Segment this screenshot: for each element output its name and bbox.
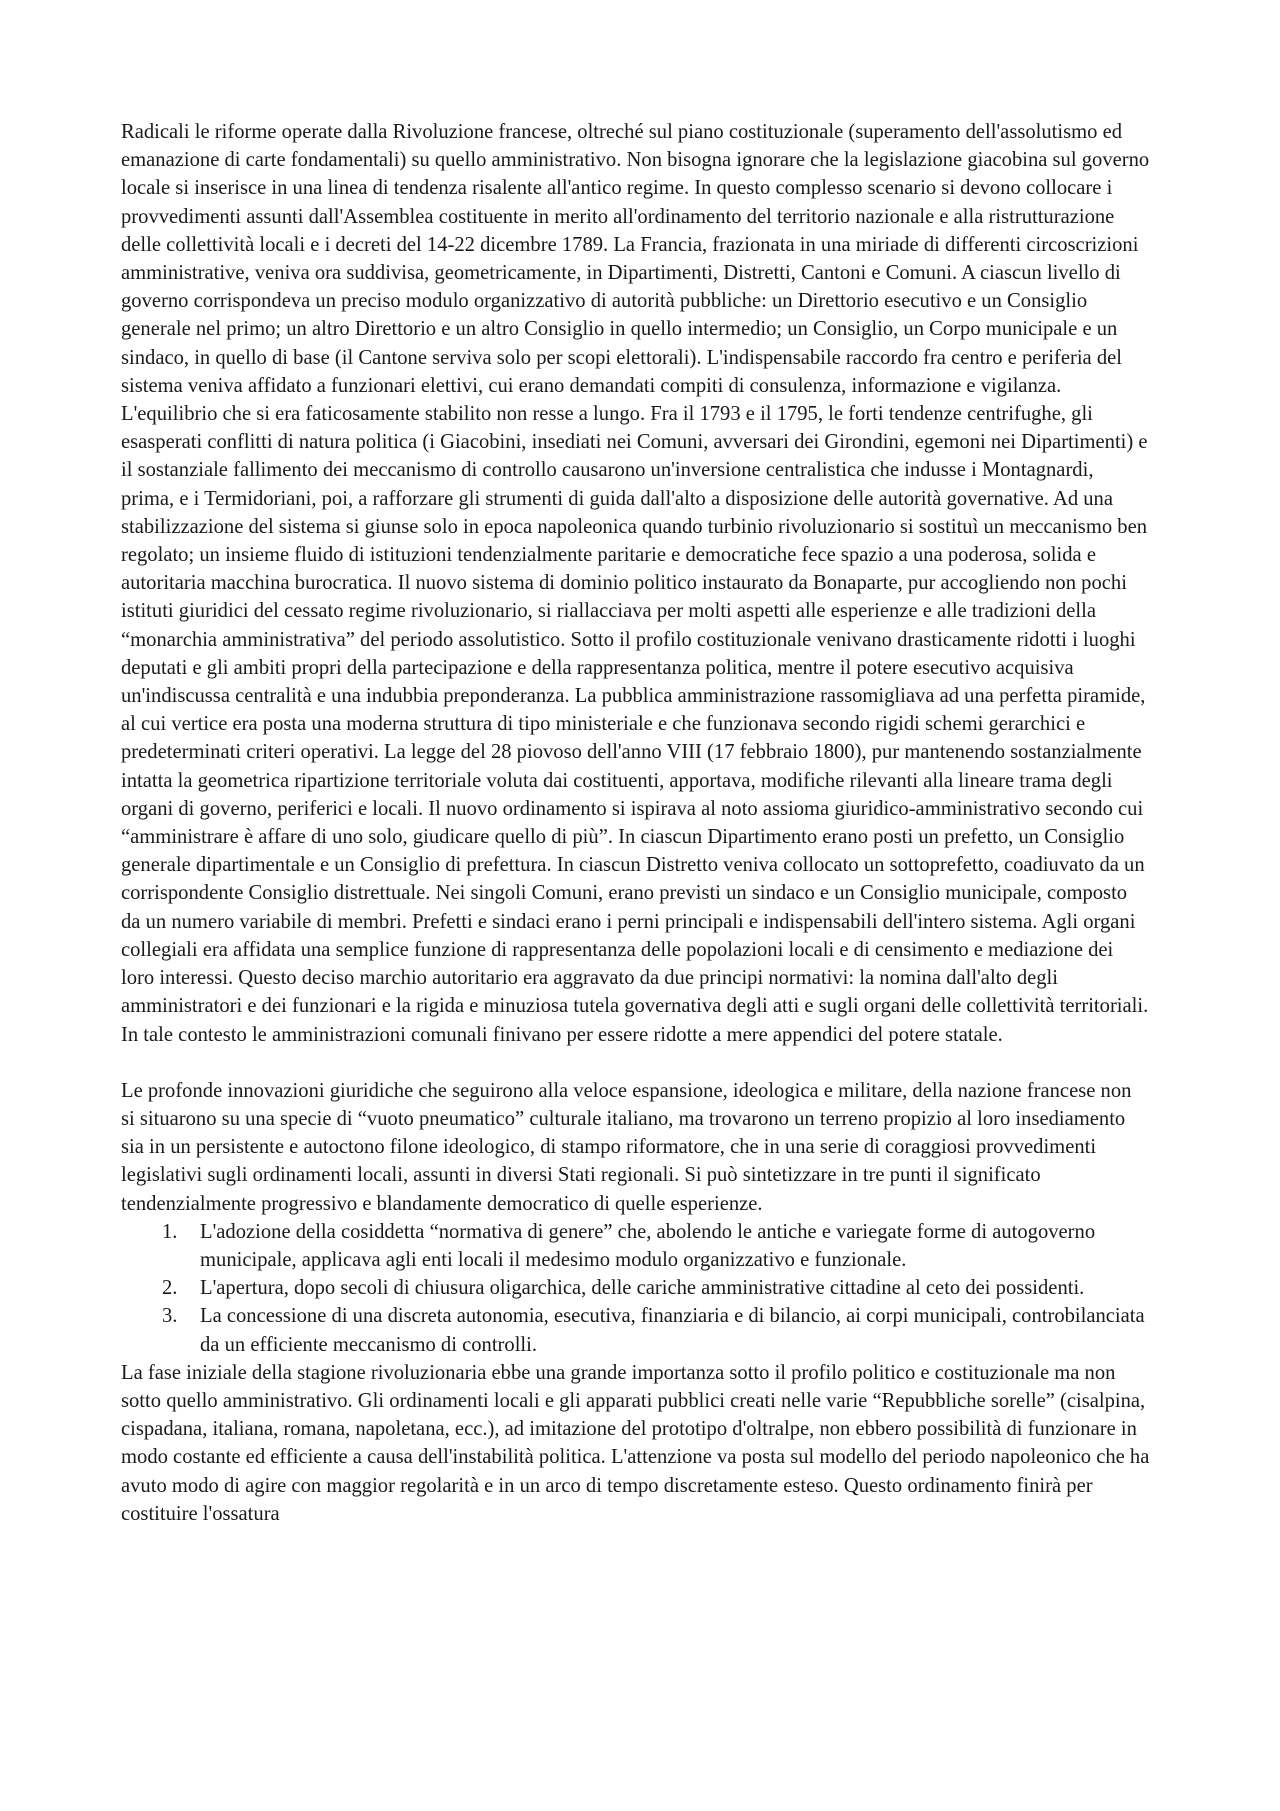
paragraph-1: Radicali le riforme operate dalla Rivoluzione francese, oltreché sul piano costituzionale (superamento dell'assolutismo ed emanazione di carte fondamentali) su quello amministrativo. Non bisogna ignorare che la legislazione giacobina sul governo locale si inserisce in una linea di tendenza risalente all'antico regime. In questo complesso scenario si devono collocare i provvedimenti assunti dall'Assemblea costituente in merito all'ordinamento del territorio nazionale e alla ristrutturazione delle collettività locali e i decreti del 14-22 dicembre 1789. La Francia, frazionata in una miriade di differenti circoscrizioni amministrative, veniva ora suddivisa, geometricamente, in Dipartimenti, Distretti, Cantoni e Comuni. A ciascun livello di governo corrispondeva un preciso modulo organizzativo di autorità pubbliche: un Direttorio esecutivo e un Consiglio generale nel primo; un altro Direttorio e un altro Consiglio in quello intermedio; un Consiglio, un Corpo municipale e un sindaco, in quello di base (il Cantone serviva solo per scopi elettorali). L'indispensabile raccordo fra centro e periferia del sistema veniva affidato a funzionari elettivi, cui erano demandati compiti di consulenza, informazione e vigilanza. L'equilibrio che si era faticosamente stabilito non resse a lungo. Fra il 1793 e il 1795, le forti tendenze centrifughe, gli esasperati conflitti di natura politica (i Giacobini, insediati nei Comuni, avversari dei Girondini, egemoni nei Dipartimenti) e il sostanziale fallimento dei meccanismo di controllo causarono un'inversione centralistica che indusse i Montagnardi, prima, e i Termidoriani, poi, a rafforzare gli strumenti di guida dall'alto a disposizione delle autorità governative. Ad una stabilizzazione del sistema si giunse solo in epoca napoleonica quando turbinio rivoluzionario si sostituì un meccanismo ben regolato; un insieme fluido di istituzioni tendenzialmente paritarie e democratiche fece spazio a una poderosa, solida e autoritaria macchina burocratica. Il nuovo sistema di dominio politico instaurato da Bonaparte, pur accogliendo non pochi istituti giuridici del cessato regime rivoluzionario, si riallacciava per molti aspetti alle esperienze e alle tradizioni della “monarchia amministrativa” del periodo assolutistico. Sotto il profilo costituzionale venivano drasticamente ridotti i luoghi deputati e gli ambiti propri della partecipazione e della rappresentanza politica, mentre il potere esecutivo acquisiva un'indiscussa centralità e una indubbia preponderanza. La pubblica amministrazione rassomigliava ad una perfetta piramide, al cui vertice era posta una moderna struttura di tipo ministeriale e che funzionava secondo rigidi schemi gerarchici e predeterminati criteri operativi. La legge del 28 piovoso dell'anno VIII (17 febbraio 1800), pur mantenendo sostanzialmente intatta la geometrica ripartizione territoriale voluta dai costituenti, apportava, modifiche rilevanti alla lineare trama degli organi di governo, periferici e locali. Il nuovo ordinamento si ispirava al noto assioma giuridico-amministrativo secondo cui “amministrare è affare di uno solo, giudicare quello di più”. In ciascun Dipartimento erano posti un prefetto, un Consiglio generale dipartimentale e un Consiglio di prefettura. In ciascun Distretto veniva collocato un sottoprefetto, coadiuvato da un corrispondente Consiglio distrettuale. Nei singoli Comuni, erano previsti un sindaco e un Consiglio municipale, composto da un numero variabile di membri. Prefetti e sindaci erano i perni principali e indispensabili dell'intero sistema. Agli organi collegiali era affidata una semplice funzione di rappresentanza delle popolazioni locali e di censimento e mediazione dei loro interessi. Questo deciso marchio autoritario era aggravato da due principi normativi: la nomina dall'alto degli amministratori e dei funzionari e la rigida e minuziosa tutela governativa degli atti e sugli organi delle collettività territoriali. In tale contesto le amministrazioni comunali finivano per essere ridotte a mere appendici del potere statale.	[121, 121, 1150, 1046]
paragraph-3: La fase iniziale della stagione rivoluzionaria ebbe una grande importanza sotto il profilo politico e costituzionale ma non sotto quello amministrativo. Gli ordinamenti locali e gli apparati pubblici creati nelle varie “Repubbliche sorelle” (cisalpina, cispadana, italiana, romana, napoletana, ecc.), ad imitazione del prototipo d'oltralpe, non ebbero possibilità di funzionare in modo costante ed efficiente a causa dell'instabilità politica. L'attenzione va posta sul modello del periodo napoleonico che ha avuto modo di agire con maggior regolarità e in un arco di tempo discretamente esteso. Questo ordinamento finirà per costituire l'ossatura	[121, 1361, 1150, 1525]
list-item-text: L'adozione della cosiddetta “normativa di genere” che, abolendo le antiche e variegate forme di autogoverno municipale, applicava agli enti locali il medesimo modulo organizzativo e funzionale.	[200, 1220, 1096, 1271]
list-item	[121, 1218, 1150, 1274]
numbered-list	[121, 1218, 1150, 1359]
paragraph-2: Le profonde innovazioni giuridiche che seguirono alla veloce espansione, ideologica e militare, della nazione francese non si situarono su una specie di “vuoto pneumatico” culturale italiano, ma trovarono un terreno propizio al loro insediamento sia in un persistente e autoctono filone ideologico, di stampo riformatore, che in una serie di coraggiosi provvedimenti legislativi sugli ordinamenti locali, assunti in diversi Stati regionali. Si può sintetizzare in tre punti il significato tendenzialmente progressivo e blandamente democratico di quelle esperienze.	[121, 1079, 1132, 1215]
list-item	[121, 1274, 1150, 1302]
paragraph-spacer	[121, 1049, 1150, 1077]
list-item	[121, 1302, 1150, 1358]
list-item-text: L'apertura, dopo secoli di chiusura oligarchica, delle cariche amministrative cittadine al ceto dei possidenti.	[200, 1277, 1085, 1300]
list-item-number: 2.	[162, 1277, 178, 1300]
list-item-number: 3.	[162, 1305, 178, 1328]
list-item-text: La concessione di una discreta autonomia, esecutiva, finanziaria e di bilancio, ai corpi municipali, controbilanciata da un efficiente meccanismo di controlli.	[200, 1305, 1145, 1356]
list-item-number: 1.	[162, 1220, 178, 1243]
